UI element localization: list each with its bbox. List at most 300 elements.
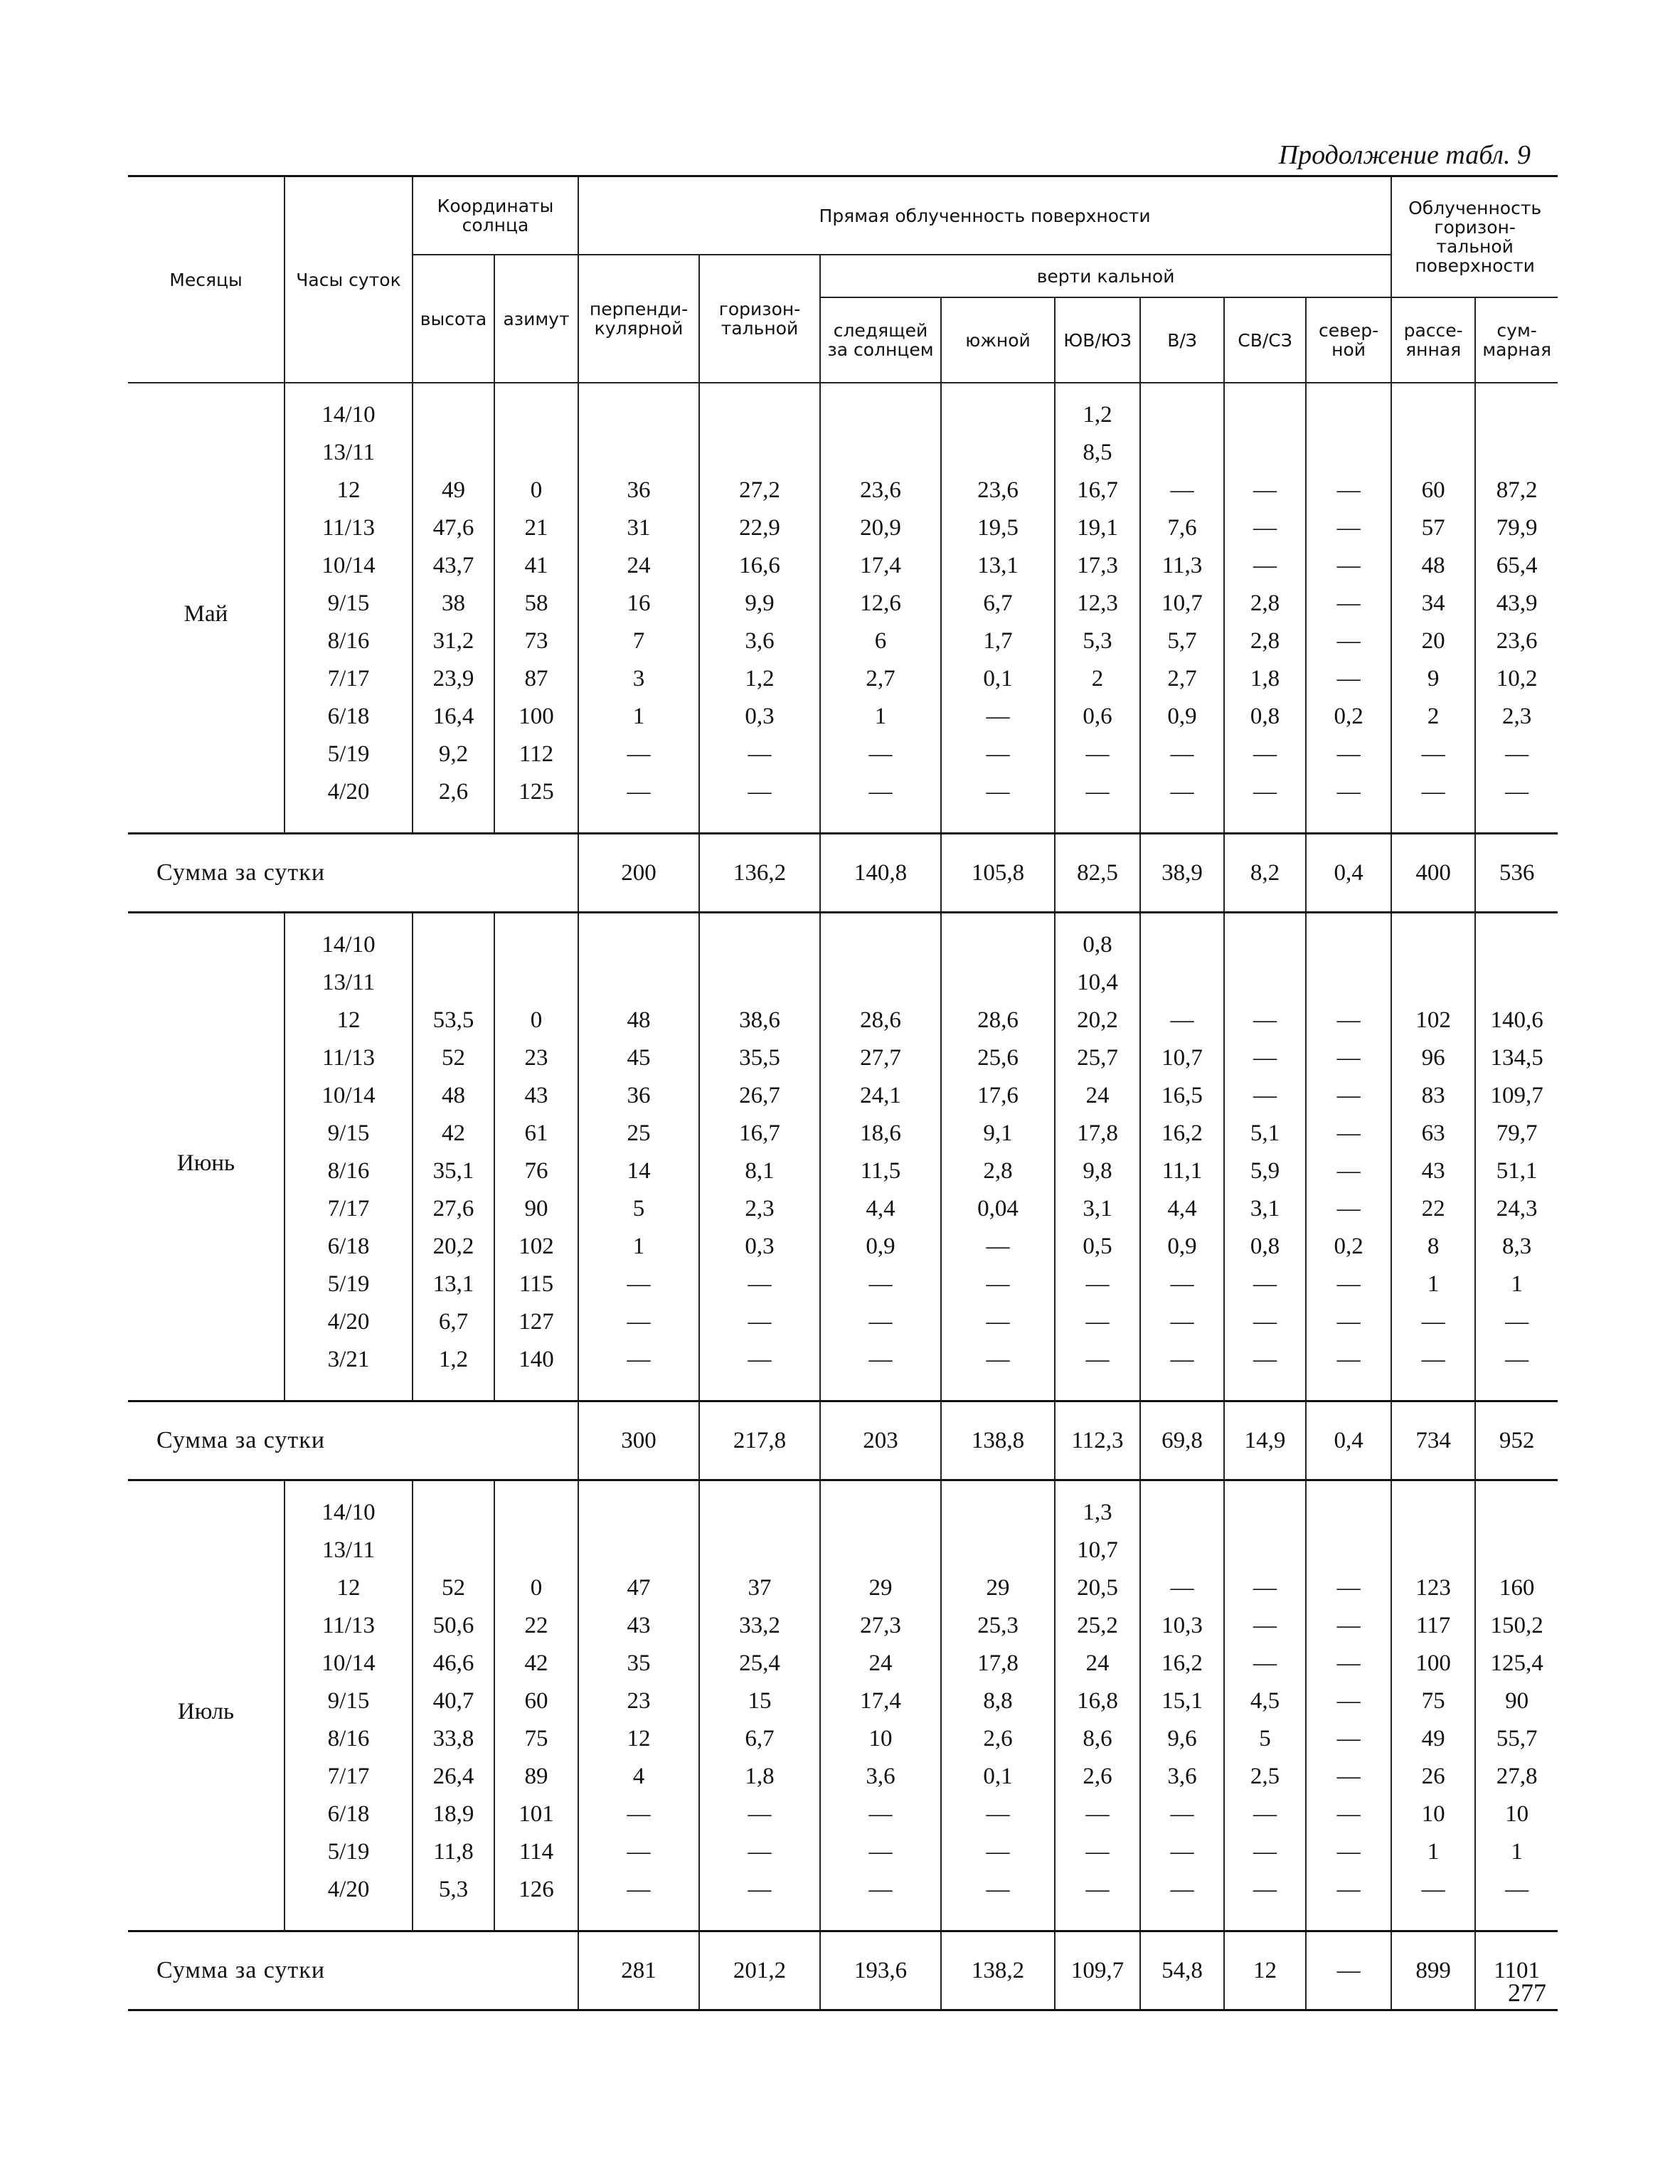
value-cell [699, 434, 820, 472]
value-cell: — [1306, 1077, 1391, 1115]
value-cell: 23,6 [1475, 622, 1558, 660]
value-cell: 10 [820, 1720, 941, 1758]
header-sun-coords: Координаты солнца [413, 176, 578, 255]
value-cell: 23 [494, 1039, 578, 1077]
data-table [128, 175, 1558, 2011]
value-cell [578, 434, 699, 472]
value-cell: 20 [1391, 622, 1475, 660]
value-cell: 0 [494, 1002, 578, 1039]
value-cell: 1 [1391, 1833, 1475, 1871]
value-cell: 2,8 [1224, 585, 1306, 622]
value-cell: 2 [1391, 698, 1475, 736]
value-cell: 0 [494, 1569, 578, 1607]
value-cell: 6 [820, 622, 941, 660]
header-perpendicular: перпенди- кулярной [578, 255, 699, 383]
value-cell: — [699, 1303, 820, 1341]
header-diffuse: рассе- янная [1391, 297, 1475, 383]
value-cell: — [1140, 1341, 1224, 1401]
value-cell: 16,2 [1140, 1115, 1224, 1152]
value-cell: 58 [494, 585, 578, 622]
value-cell: — [1475, 1341, 1558, 1401]
value-cell: 24,3 [1475, 1190, 1558, 1228]
value-cell: — [941, 1303, 1055, 1341]
table-row [128, 773, 1558, 834]
sum-value: 140,8 [820, 834, 941, 913]
value-cell: 52 [413, 1039, 494, 1077]
sum-value: 82,5 [1055, 834, 1140, 913]
value-cell: 0,04 [941, 1190, 1055, 1228]
sum-value: 0,4 [1306, 1401, 1391, 1480]
hour-cell: 7/17 [285, 660, 413, 698]
value-cell [413, 383, 494, 434]
table-row [128, 547, 1558, 585]
hour-cell: 11/13 [285, 1607, 413, 1645]
value-cell [1140, 913, 1224, 965]
table-row [128, 434, 1558, 472]
value-cell: 25,6 [941, 1039, 1055, 1077]
table-row [128, 1532, 1558, 1569]
value-cell: — [1391, 1871, 1475, 1931]
value-cell [1140, 383, 1224, 434]
value-cell: 10,3 [1140, 1607, 1224, 1645]
value-cell: 5,3 [413, 1871, 494, 1931]
value-cell: 83 [1391, 1077, 1475, 1115]
sum-value: 109,7 [1055, 1931, 1140, 2010]
hour-cell: 7/17 [285, 1190, 413, 1228]
table-row [128, 1152, 1558, 1190]
value-cell: 12,6 [820, 585, 941, 622]
value-cell: 38 [413, 585, 494, 622]
value-cell: 48 [578, 1002, 699, 1039]
table-row [128, 1480, 1558, 1532]
value-cell: — [1140, 1002, 1224, 1039]
value-cell: — [1224, 1266, 1306, 1303]
value-cell: 2,3 [699, 1190, 820, 1228]
table-row [128, 1228, 1558, 1266]
value-cell: 1,7 [941, 622, 1055, 660]
value-cell: 1 [578, 1228, 699, 1266]
value-cell [1224, 964, 1306, 1002]
value-cell: 57 [1391, 509, 1475, 547]
value-cell: 100 [494, 698, 578, 736]
value-cell [820, 913, 941, 965]
value-cell: 2,7 [1140, 660, 1224, 698]
sum-value: 54,8 [1140, 1931, 1224, 2010]
value-cell: — [820, 1303, 941, 1341]
value-cell: — [1306, 472, 1391, 509]
value-cell: 55,7 [1475, 1720, 1558, 1758]
value-cell: — [820, 1341, 941, 1401]
value-cell: 29 [820, 1569, 941, 1607]
table-row [128, 1682, 1558, 1720]
table-row [128, 509, 1558, 547]
value-cell: 18,6 [820, 1115, 941, 1152]
header-se-sw: ЮВ/ЮЗ [1055, 297, 1140, 383]
sum-value: 138,8 [941, 1401, 1055, 1480]
sum-value: 217,8 [699, 1401, 820, 1480]
value-cell: — [1306, 1266, 1391, 1303]
value-cell: 2,8 [941, 1152, 1055, 1190]
hour-cell: 12 [285, 472, 413, 509]
value-cell: 25,4 [699, 1645, 820, 1682]
value-cell: 24,1 [820, 1077, 941, 1115]
value-cell: — [1224, 736, 1306, 773]
value-cell [1391, 964, 1475, 1002]
value-cell: 4 [578, 1758, 699, 1796]
value-cell [941, 1532, 1055, 1569]
value-cell: 10,7 [1140, 585, 1224, 622]
sum-value: 300 [578, 1401, 699, 1480]
value-cell [1224, 1480, 1306, 1532]
value-cell [413, 913, 494, 965]
value-cell: — [941, 1796, 1055, 1833]
value-cell: 134,5 [1475, 1039, 1558, 1077]
sum-value: 112,3 [1055, 1401, 1140, 1480]
hour-cell: 5/19 [285, 1833, 413, 1871]
value-cell: — [820, 1871, 941, 1931]
value-cell [1140, 1532, 1224, 1569]
hour-cell: 5/19 [285, 1266, 413, 1303]
value-cell: 1,2 [699, 660, 820, 698]
value-cell: 102 [1391, 1002, 1475, 1039]
value-cell: 1 [1475, 1833, 1558, 1871]
value-cell: 16,4 [413, 698, 494, 736]
value-cell: 0,5 [1055, 1228, 1140, 1266]
value-cell: 7 [578, 622, 699, 660]
table-row [128, 1569, 1558, 1607]
sum-value: 281 [578, 1931, 699, 2010]
value-cell [1140, 434, 1224, 472]
sum-value: 734 [1391, 1401, 1475, 1480]
hour-cell: 14/10 [285, 383, 413, 434]
value-cell: 0,2 [1306, 698, 1391, 736]
value-cell: 8,8 [941, 1682, 1055, 1720]
value-cell: 10,4 [1055, 964, 1140, 1002]
value-cell: 26,7 [699, 1077, 820, 1115]
value-cell: — [1306, 1720, 1391, 1758]
value-cell [1306, 1480, 1391, 1532]
sum-value: 105,8 [941, 834, 1055, 913]
value-cell: — [1306, 1833, 1391, 1871]
value-cell [1306, 964, 1391, 1002]
value-cell: 11,3 [1140, 547, 1224, 585]
value-cell: — [1055, 1796, 1140, 1833]
value-cell: 35,1 [413, 1152, 494, 1190]
value-cell: — [1140, 1871, 1224, 1931]
value-cell: 51,1 [1475, 1152, 1558, 1190]
value-cell: — [1140, 1833, 1224, 1871]
value-cell [941, 1480, 1055, 1532]
value-cell: 27,8 [1475, 1758, 1558, 1796]
value-cell: — [1224, 1607, 1306, 1645]
value-cell: 18,9 [413, 1796, 494, 1833]
value-cell: — [1391, 1303, 1475, 1341]
value-cell: 20,2 [1055, 1002, 1140, 1039]
value-cell: — [1224, 509, 1306, 547]
value-cell: 27,7 [820, 1039, 941, 1077]
value-cell: 10 [1475, 1796, 1558, 1833]
header-direct-irradiance: Прямая облученность поверхности [578, 176, 1391, 255]
value-cell [1224, 913, 1306, 965]
value-cell: 15,1 [1140, 1682, 1224, 1720]
value-cell [413, 434, 494, 472]
sum-value: 952 [1475, 1401, 1558, 1480]
value-cell: 38,6 [699, 1002, 820, 1039]
value-cell: 117 [1391, 1607, 1475, 1645]
value-cell: 13,1 [941, 547, 1055, 585]
value-cell: — [1140, 1266, 1224, 1303]
value-cell: 20,9 [820, 509, 941, 547]
value-cell: — [1140, 736, 1224, 773]
value-cell: — [699, 1833, 820, 1871]
table-row [128, 383, 1558, 434]
value-cell: — [1055, 1266, 1140, 1303]
value-cell: — [699, 1871, 820, 1931]
value-cell: 27,2 [699, 472, 820, 509]
sum-label: Сумма за сутки [128, 1401, 578, 1480]
table-row [128, 622, 1558, 660]
value-cell: 16,2 [1140, 1645, 1224, 1682]
table-row [128, 1833, 1558, 1871]
value-cell: 27,6 [413, 1190, 494, 1228]
value-cell: — [1055, 1303, 1140, 1341]
value-cell: 5,9 [1224, 1152, 1306, 1190]
value-cell: 23,6 [941, 472, 1055, 509]
value-cell: — [1224, 1796, 1306, 1833]
value-cell: 1 [1391, 1266, 1475, 1303]
table-row [128, 660, 1558, 698]
value-cell: 9 [1391, 660, 1475, 698]
value-cell [820, 434, 941, 472]
value-cell [1475, 964, 1558, 1002]
value-cell: 29 [941, 1569, 1055, 1607]
value-cell: 23,6 [820, 472, 941, 509]
value-cell [578, 383, 699, 434]
value-cell: — [820, 773, 941, 834]
value-cell: 79,7 [1475, 1115, 1558, 1152]
value-cell: 75 [1391, 1682, 1475, 1720]
value-cell: — [1475, 736, 1558, 773]
value-cell: — [578, 1266, 699, 1303]
value-cell: 24 [1055, 1645, 1140, 1682]
sum-value: 536 [1475, 834, 1558, 913]
value-cell: — [1224, 1871, 1306, 1931]
value-cell: 0,9 [1140, 1228, 1224, 1266]
value-cell: 41 [494, 547, 578, 585]
hour-cell: 10/14 [285, 1645, 413, 1682]
table-row [128, 585, 1558, 622]
value-cell: — [1306, 1607, 1391, 1645]
header-horizontal: горизон- тальной [699, 255, 820, 383]
sum-value: 138,2 [941, 1931, 1055, 2010]
sum-label: Сумма за сутки [128, 834, 578, 913]
value-cell: — [1055, 1871, 1140, 1931]
value-cell [1391, 1532, 1475, 1569]
hour-cell: 9/15 [285, 1682, 413, 1720]
value-cell: — [699, 1266, 820, 1303]
value-cell: 17,8 [1055, 1115, 1140, 1152]
value-cell: 87,2 [1475, 472, 1558, 509]
value-cell: 1 [1475, 1266, 1558, 1303]
value-cell: — [1055, 773, 1140, 834]
value-cell: 43 [578, 1607, 699, 1645]
value-cell: 11,5 [820, 1152, 941, 1190]
value-cell: 8,1 [699, 1152, 820, 1190]
value-cell: — [1224, 1645, 1306, 1682]
value-cell [1391, 434, 1475, 472]
value-cell: 1 [820, 698, 941, 736]
value-cell: 10,2 [1475, 660, 1558, 698]
value-cell: — [1224, 1833, 1306, 1871]
value-cell: 101 [494, 1796, 578, 1833]
value-cell: 46,6 [413, 1645, 494, 1682]
hour-cell: 12 [285, 1569, 413, 1607]
hour-cell: 3/21 [285, 1341, 413, 1401]
value-cell: 0,2 [1306, 1228, 1391, 1266]
value-cell: 35,5 [699, 1039, 820, 1077]
value-cell: — [1224, 1039, 1306, 1077]
value-cell: 96 [1391, 1039, 1475, 1077]
value-cell: 35 [578, 1645, 699, 1682]
value-cell: 2,7 [820, 660, 941, 698]
value-cell: — [1224, 773, 1306, 834]
value-cell: 24 [1055, 1077, 1140, 1115]
value-cell: 36 [578, 472, 699, 509]
value-cell: — [578, 1796, 699, 1833]
value-cell: — [699, 773, 820, 834]
value-cell: 15 [699, 1682, 820, 1720]
value-cell: 8 [1391, 1228, 1475, 1266]
value-cell: 47,6 [413, 509, 494, 547]
value-cell: — [1306, 1758, 1391, 1796]
value-cell: 16 [578, 585, 699, 622]
value-cell: 21 [494, 509, 578, 547]
value-cell: 79,9 [1475, 509, 1558, 547]
value-cell [413, 1532, 494, 1569]
value-cell: — [1306, 1341, 1391, 1401]
value-cell: — [578, 1341, 699, 1401]
value-cell [578, 964, 699, 1002]
value-cell: 0,1 [941, 660, 1055, 698]
value-cell: 22,9 [699, 509, 820, 547]
value-cell: 73 [494, 622, 578, 660]
value-cell [1140, 1480, 1224, 1532]
value-cell: 43,9 [1475, 585, 1558, 622]
sum-value: 400 [1391, 834, 1475, 913]
value-cell: 0,3 [699, 1228, 820, 1266]
value-cell: — [1475, 1303, 1558, 1341]
value-cell: 2,8 [1224, 622, 1306, 660]
table-row [128, 1303, 1558, 1341]
table-row [128, 698, 1558, 736]
value-cell: — [1391, 736, 1475, 773]
sum-value: 69,8 [1140, 1401, 1224, 1480]
value-cell [820, 964, 941, 1002]
value-cell: 36 [578, 1077, 699, 1115]
value-cell: 0,8 [1224, 698, 1306, 736]
value-cell: 87 [494, 660, 578, 698]
table-row [128, 1796, 1558, 1833]
value-cell: — [1224, 1341, 1306, 1401]
month-label: Июнь [176, 1150, 235, 1176]
value-cell [1224, 383, 1306, 434]
value-cell: 11,1 [1140, 1152, 1224, 1190]
value-cell: 10,7 [1140, 1039, 1224, 1077]
value-cell: — [1306, 660, 1391, 698]
value-cell: 17,4 [820, 1682, 941, 1720]
value-cell: 17,4 [820, 547, 941, 585]
value-cell: — [1224, 547, 1306, 585]
sum-label: Сумма за сутки [128, 1931, 578, 2010]
hour-cell: 9/15 [285, 585, 413, 622]
value-cell: 17,3 [1055, 547, 1140, 585]
header-e-w: В/З [1140, 297, 1224, 383]
value-cell: 9,8 [1055, 1152, 1140, 1190]
table-row [128, 1190, 1558, 1228]
value-cell [413, 964, 494, 1002]
hour-cell: 11/13 [285, 1039, 413, 1077]
value-cell: — [941, 1833, 1055, 1871]
month-label: Май [184, 601, 228, 627]
value-cell: 16,5 [1140, 1077, 1224, 1115]
value-cell: 37 [699, 1569, 820, 1607]
value-cell: 20,5 [1055, 1569, 1140, 1607]
value-cell: 125 [494, 773, 578, 834]
value-cell [1391, 1480, 1475, 1532]
hour-cell: 12 [285, 1002, 413, 1039]
value-cell: 14 [578, 1152, 699, 1190]
value-cell: — [1306, 1796, 1391, 1833]
value-cell: — [1306, 622, 1391, 660]
value-cell: — [1306, 1569, 1391, 1607]
hour-cell: 11/13 [285, 509, 413, 547]
value-cell [494, 913, 578, 965]
value-cell: — [820, 1796, 941, 1833]
hour-cell: 4/20 [285, 1871, 413, 1931]
header-hours: Часы суток [285, 176, 413, 383]
sum-value: 899 [1391, 1931, 1475, 2010]
value-cell: — [1140, 1796, 1224, 1833]
value-cell [941, 964, 1055, 1002]
value-cell: 5,3 [1055, 622, 1140, 660]
value-cell: 2,6 [413, 773, 494, 834]
value-cell: — [820, 1266, 941, 1303]
hour-cell: 13/11 [285, 964, 413, 1002]
table-caption: Продолжение табл. 9 [1278, 140, 1531, 170]
value-cell: 20,2 [413, 1228, 494, 1266]
value-cell: 16,8 [1055, 1682, 1140, 1720]
value-cell [820, 1532, 941, 1569]
value-cell: — [1475, 1871, 1558, 1931]
value-cell: — [941, 698, 1055, 736]
value-cell [820, 1480, 941, 1532]
value-cell: 28,6 [941, 1002, 1055, 1039]
value-cell: 7,6 [1140, 509, 1224, 547]
sum-value: 1101 [1475, 1931, 1558, 2010]
hour-cell: 10/14 [285, 1077, 413, 1115]
value-cell: 48 [1391, 547, 1475, 585]
month-label: Июль [177, 1699, 235, 1724]
value-cell: 43 [1391, 1152, 1475, 1190]
value-cell: 25,7 [1055, 1039, 1140, 1077]
value-cell: 47 [578, 1569, 699, 1607]
value-cell: 75 [494, 1720, 578, 1758]
value-cell: 19,1 [1055, 509, 1140, 547]
header-north: север- ной [1306, 297, 1391, 383]
value-cell [1475, 1480, 1558, 1532]
hour-cell: 6/18 [285, 1228, 413, 1266]
value-cell: 34 [1391, 585, 1475, 622]
